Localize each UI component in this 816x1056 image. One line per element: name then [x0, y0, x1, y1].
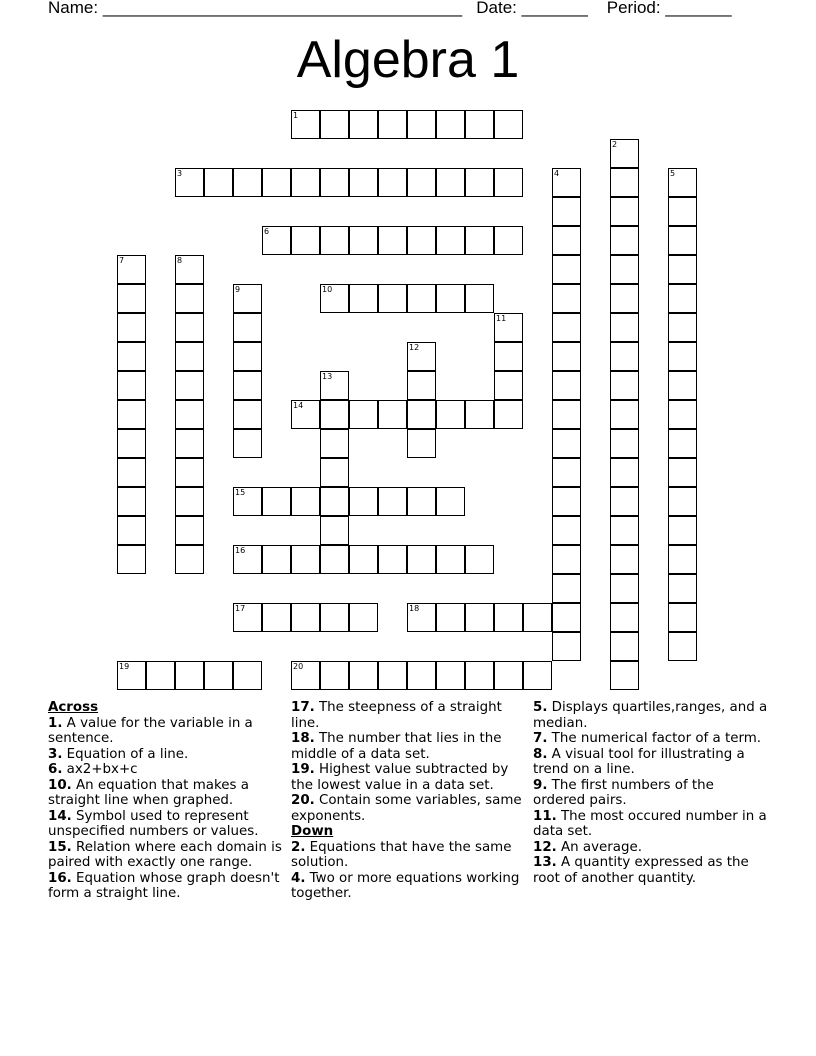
- clue-num: 10.: [48, 777, 72, 793]
- grid-cell[interactable]: [175, 313, 204, 342]
- grid-cell[interactable]: [291, 110, 320, 139]
- clue-number: 20: [293, 662, 304, 671]
- grid-cell[interactable]: [494, 371, 523, 400]
- clue-text: A quantity expressed as the root of another quantity.: [533, 855, 749, 886]
- grid-cell[interactable]: [233, 429, 262, 458]
- clue-num: 16.: [48, 870, 72, 886]
- clue-text: An average.: [561, 839, 642, 855]
- grid-cell[interactable]: [291, 487, 320, 516]
- grid-cell[interactable]: [552, 400, 581, 429]
- grid-cell[interactable]: [291, 545, 320, 574]
- grid-cell[interactable]: [668, 197, 697, 226]
- grid-cell[interactable]: [668, 284, 697, 313]
- across-clue: [291, 700, 526, 731]
- clue-text: A visual tool for illustrating a trend on a line.: [533, 746, 745, 777]
- student-info-header: [48, 0, 732, 18]
- grid-cell[interactable]: [436, 284, 465, 313]
- grid-cell[interactable]: [407, 168, 436, 197]
- down-clue: [533, 778, 768, 809]
- grid-cell[interactable]: [320, 516, 349, 545]
- grid-cell[interactable]: [465, 545, 494, 574]
- clue-number: 2: [612, 140, 618, 149]
- grid-cell[interactable]: [262, 545, 291, 574]
- clue-number: 17: [235, 604, 246, 613]
- grid-cell[interactable]: [552, 516, 581, 545]
- grid-cell[interactable]: [668, 168, 697, 197]
- grid-cell[interactable]: [494, 313, 523, 342]
- grid-cell[interactable]: [668, 516, 697, 545]
- grid-cell[interactable]: [552, 168, 581, 197]
- grid-cell[interactable]: [291, 400, 320, 429]
- grid-cell[interactable]: [610, 197, 639, 226]
- grid-cell[interactable]: [233, 371, 262, 400]
- grid-cell[interactable]: [349, 603, 378, 632]
- period-label: Period:: [606, 0, 661, 17]
- grid-cell[interactable]: [204, 661, 233, 690]
- grid-cell[interactable]: [117, 371, 146, 400]
- grid-cell[interactable]: [668, 226, 697, 255]
- clue-num: 19.: [291, 762, 315, 777]
- grid-cell[interactable]: [233, 313, 262, 342]
- grid-cell[interactable]: [320, 545, 349, 574]
- grid-cell[interactable]: [320, 168, 349, 197]
- grid-cell[interactable]: [117, 516, 146, 545]
- grid-cell[interactable]: [610, 516, 639, 545]
- down-clue: [533, 731, 768, 747]
- grid-cell[interactable]: [117, 661, 146, 690]
- grid-cell[interactable]: [552, 603, 581, 632]
- grid-cell[interactable]: [552, 371, 581, 400]
- clue-text: The most occured number in a data set.: [533, 808, 767, 839]
- grid-cell[interactable]: [668, 371, 697, 400]
- grid-cell[interactable]: [668, 632, 697, 661]
- grid-cell[interactable]: [494, 226, 523, 255]
- clue-num: 7.: [533, 731, 548, 746]
- grid-cell[interactable]: [349, 545, 378, 574]
- grid-cell[interactable]: [233, 400, 262, 429]
- grid-cell[interactable]: [117, 342, 146, 371]
- grid-cell[interactable]: [610, 400, 639, 429]
- clue-num: 20.: [291, 793, 315, 808]
- grid-cell[interactable]: [349, 110, 378, 139]
- grid-cell[interactable]: [552, 342, 581, 371]
- grid-cell[interactable]: [320, 487, 349, 516]
- clue-number: 11: [496, 314, 507, 323]
- grid-cell[interactable]: [610, 574, 639, 603]
- grid-cell[interactable]: [610, 429, 639, 458]
- grid-cell[interactable]: [320, 110, 349, 139]
- grid-cell[interactable]: [407, 603, 436, 632]
- grid-cell[interactable]: [552, 284, 581, 313]
- grid-cell[interactable]: [262, 487, 291, 516]
- grid-cell[interactable]: [494, 110, 523, 139]
- clue-number: 10: [322, 285, 333, 294]
- grid-cell[interactable]: [552, 255, 581, 284]
- grid-cell[interactable]: [610, 255, 639, 284]
- grid-cell[interactable]: [610, 458, 639, 487]
- date-label: Date:: [476, 0, 517, 17]
- grid-cell[interactable]: [320, 429, 349, 458]
- grid-cell[interactable]: [436, 487, 465, 516]
- clue-text: A value for the variable in a sentence.: [48, 715, 253, 746]
- clue-num: 2.: [291, 839, 306, 855]
- grid-cell[interactable]: [117, 284, 146, 313]
- grid-cell[interactable]: [407, 284, 436, 313]
- grid-cell[interactable]: [349, 168, 378, 197]
- grid-cell[interactable]: [465, 284, 494, 313]
- clue-num: 1.: [48, 715, 63, 731]
- grid-cell[interactable]: [175, 284, 204, 313]
- grid-cell[interactable]: [175, 429, 204, 458]
- grid-cell[interactable]: [610, 632, 639, 661]
- grid-cell[interactable]: [117, 545, 146, 574]
- grid-cell[interactable]: [175, 400, 204, 429]
- grid-cell[interactable]: [494, 603, 523, 632]
- period-field[interactable]: _______: [665, 0, 732, 17]
- grid-cell[interactable]: [407, 342, 436, 371]
- grid-cell[interactable]: [668, 545, 697, 574]
- grid-cell[interactable]: [291, 661, 320, 690]
- clue-num: 4.: [291, 870, 306, 886]
- grid-cell[interactable]: [668, 255, 697, 284]
- grid-cell[interactable]: [175, 516, 204, 545]
- grid-cell[interactable]: [378, 661, 407, 690]
- grid-cell[interactable]: [436, 110, 465, 139]
- clue-number: 8: [177, 256, 183, 265]
- grid-cell[interactable]: [291, 168, 320, 197]
- grid-cell[interactable]: [378, 168, 407, 197]
- grid-cell[interactable]: [407, 226, 436, 255]
- clue-num: 13.: [533, 855, 557, 870]
- grid-cell[interactable]: [407, 661, 436, 690]
- clue-number: 4: [554, 169, 560, 178]
- grid-cell[interactable]: [436, 661, 465, 690]
- clue-number: 5: [670, 169, 676, 178]
- grid-cell[interactable]: [610, 603, 639, 632]
- grid-cell[interactable]: [436, 168, 465, 197]
- grid-cell[interactable]: [407, 429, 436, 458]
- grid-cell[interactable]: [465, 603, 494, 632]
- clue-text: Equations that have the same solution.: [291, 839, 512, 870]
- grid-cell[interactable]: [610, 284, 639, 313]
- grid-cell[interactable]: [668, 487, 697, 516]
- grid-cell[interactable]: [175, 661, 204, 690]
- grid-cell[interactable]: [552, 632, 581, 661]
- clue-number: 13: [322, 372, 333, 381]
- grid-cell[interactable]: [320, 661, 349, 690]
- clue-num: 8.: [533, 746, 548, 762]
- grid-cell[interactable]: [349, 400, 378, 429]
- grid-cell[interactable]: [320, 226, 349, 255]
- clue-num: 6.: [48, 762, 63, 777]
- clue-number: 12: [409, 343, 420, 352]
- grid-cell[interactable]: [204, 168, 233, 197]
- grid-cell[interactable]: [610, 139, 639, 168]
- name-label: Name:: [48, 0, 99, 17]
- clue-num: 14.: [48, 808, 72, 824]
- grid-cell[interactable]: [378, 487, 407, 516]
- down-clue: [291, 840, 526, 871]
- grid-cell[interactable]: [349, 226, 378, 255]
- clue-num: 15.: [48, 839, 72, 855]
- clue-number: 6: [264, 227, 270, 236]
- grid-cell[interactable]: [233, 545, 262, 574]
- page-title: Algebra 1: [296, 31, 520, 89]
- grid-cell[interactable]: [668, 429, 697, 458]
- clue-num: 11.: [533, 808, 557, 824]
- grid-cell[interactable]: [233, 284, 262, 313]
- grid-cell[interactable]: [552, 574, 581, 603]
- across-clue: [48, 778, 283, 809]
- grid-cell[interactable]: [262, 168, 291, 197]
- grid-cell[interactable]: [378, 284, 407, 313]
- clue-text: Contain some variables, same exponents.: [291, 793, 522, 824]
- grid-cell[interactable]: [117, 429, 146, 458]
- grid-cell[interactable]: [146, 661, 175, 690]
- grid-cell[interactable]: [117, 487, 146, 516]
- clue-text: Symbol used to represent unspecified numbers or values.: [48, 808, 259, 839]
- grid-cell[interactable]: [552, 487, 581, 516]
- clue-num: 3.: [48, 746, 63, 762]
- grid-cell[interactable]: [610, 661, 639, 690]
- clue-text: ax2+bx+c: [66, 762, 138, 777]
- clue-number: 7: [119, 256, 125, 265]
- clue-num: 17.: [291, 700, 315, 715]
- grid-cell[interactable]: [494, 342, 523, 371]
- clues-column-2: [291, 700, 526, 902]
- clue-text: Highest value subtracted by the lowest value in a data set.: [291, 762, 509, 793]
- grid-cell[interactable]: [175, 255, 204, 284]
- grid-cell[interactable]: [610, 545, 639, 574]
- grid-cell[interactable]: [668, 458, 697, 487]
- clue-number: 18: [409, 604, 420, 613]
- grid-cell[interactable]: [349, 487, 378, 516]
- grid-cell[interactable]: [233, 342, 262, 371]
- grid-cell[interactable]: [552, 429, 581, 458]
- grid-cell[interactable]: [552, 458, 581, 487]
- clue-number: 9: [235, 285, 241, 294]
- down-clue: [533, 809, 768, 840]
- grid-cell[interactable]: [233, 661, 262, 690]
- clue-num: 12.: [533, 839, 557, 855]
- clue-text: The numerical factor of a term.: [551, 731, 762, 746]
- clue-num: 18.: [291, 731, 315, 746]
- grid-cell[interactable]: [494, 400, 523, 429]
- grid-cell[interactable]: [378, 400, 407, 429]
- grid-cell[interactable]: [320, 284, 349, 313]
- clue-number: 3: [177, 169, 183, 178]
- clue-text: Relation where each domain is paired with exactly one range.: [48, 839, 282, 870]
- clue-text: Equation of a line.: [66, 746, 189, 762]
- clue-text: An equation that makes a straight line when graphed.: [48, 777, 249, 808]
- grid-cell[interactable]: [407, 371, 436, 400]
- down-heading: Down: [291, 824, 334, 839]
- down-clue: [533, 700, 768, 731]
- grid-cell[interactable]: [668, 400, 697, 429]
- grid-cell[interactable]: [378, 545, 407, 574]
- grid-cell[interactable]: [610, 168, 639, 197]
- grid-cell[interactable]: [407, 487, 436, 516]
- grid-cell[interactable]: [175, 545, 204, 574]
- across-clue: [48, 716, 283, 747]
- grid-cell[interactable]: [668, 574, 697, 603]
- grid-cell[interactable]: [552, 197, 581, 226]
- grid-cell[interactable]: [262, 226, 291, 255]
- grid-cell[interactable]: [436, 400, 465, 429]
- grid-cell[interactable]: [610, 226, 639, 255]
- across-clue: [48, 840, 283, 871]
- across-clue: [48, 871, 283, 902]
- grid-cell[interactable]: [349, 661, 378, 690]
- down-clue: [533, 840, 768, 856]
- grid-cell[interactable]: [436, 603, 465, 632]
- down-clue: [291, 871, 526, 902]
- down-clue: [533, 747, 768, 778]
- clue-text: The steepness of a straight line.: [291, 700, 502, 731]
- grid-cell[interactable]: [378, 110, 407, 139]
- across-clue: [48, 762, 283, 778]
- grid-cell[interactable]: [523, 603, 552, 632]
- clue-text: Two or more equations working together.: [291, 870, 520, 901]
- grid-cell[interactable]: [523, 661, 552, 690]
- clue-number: 19: [119, 662, 130, 671]
- clue-number: 1: [293, 111, 299, 120]
- clues-column-1: [48, 700, 283, 902]
- grid-cell[interactable]: [291, 226, 320, 255]
- date-field[interactable]: _______: [521, 0, 588, 17]
- grid-cell[interactable]: [407, 110, 436, 139]
- clue-num: 5.: [533, 700, 548, 715]
- grid-cell[interactable]: [668, 603, 697, 632]
- grid-cell[interactable]: [262, 603, 291, 632]
- grid-cell[interactable]: [117, 400, 146, 429]
- grid-cell[interactable]: [320, 603, 349, 632]
- grid-cell[interactable]: [436, 226, 465, 255]
- across-clue: [48, 747, 283, 763]
- grid-cell[interactable]: [465, 110, 494, 139]
- grid-cell[interactable]: [465, 400, 494, 429]
- clue-number: 14: [293, 401, 304, 410]
- grid-cell[interactable]: [552, 226, 581, 255]
- clues-column-3: [533, 700, 768, 886]
- grid-cell[interactable]: [407, 545, 436, 574]
- clue-number: 16: [235, 546, 246, 555]
- grid-cell[interactable]: [117, 255, 146, 284]
- grid-cell[interactable]: [610, 313, 639, 342]
- clue-number: 15: [235, 488, 246, 497]
- grid-cell[interactable]: [320, 458, 349, 487]
- grid-cell[interactable]: [233, 487, 262, 516]
- grid-cell[interactable]: [668, 313, 697, 342]
- grid-cell[interactable]: [175, 371, 204, 400]
- grid-cell[interactable]: [465, 661, 494, 690]
- grid-cell[interactable]: [610, 487, 639, 516]
- grid-cell[interactable]: [175, 487, 204, 516]
- grid-cell[interactable]: [291, 603, 320, 632]
- grid-cell[interactable]: [494, 168, 523, 197]
- grid-cell[interactable]: [668, 342, 697, 371]
- grid-cell[interactable]: [117, 313, 146, 342]
- clue-text: Displays quartiles,ranges, and a median.: [533, 700, 768, 731]
- grid-cell[interactable]: [436, 545, 465, 574]
- clue-text: The first numbers of the ordered pairs.: [533, 777, 714, 808]
- clue-num: 9.: [533, 777, 548, 793]
- clue-text: Equation whose graph doesn't form a straight line.: [48, 870, 280, 901]
- grid-cell[interactable]: [552, 545, 581, 574]
- across-clue: [291, 793, 526, 824]
- clue-text: The number that lies in the middle of a data set.: [291, 731, 502, 762]
- grid-cell[interactable]: [465, 168, 494, 197]
- grid-cell[interactable]: [494, 661, 523, 690]
- across-clue: [291, 762, 526, 793]
- across-clue: [48, 809, 283, 840]
- across-clue: [291, 731, 526, 762]
- grid-cell[interactable]: [552, 313, 581, 342]
- grid-cell[interactable]: [320, 371, 349, 400]
- grid-cell[interactable]: [233, 168, 262, 197]
- across-heading: Across: [48, 700, 99, 715]
- grid-cell[interactable]: [175, 458, 204, 487]
- name-field[interactable]: ______________________________________: [102, 0, 463, 17]
- grid-cell[interactable]: [117, 458, 146, 487]
- grid-cell[interactable]: [175, 168, 204, 197]
- grid-cell[interactable]: [610, 342, 639, 371]
- grid-cell[interactable]: [320, 400, 349, 429]
- grid-cell[interactable]: [465, 226, 494, 255]
- grid-cell[interactable]: [175, 342, 204, 371]
- grid-cell[interactable]: [233, 603, 262, 632]
- grid-cell[interactable]: [407, 400, 436, 429]
- grid-cell[interactable]: [610, 371, 639, 400]
- grid-cell[interactable]: [378, 226, 407, 255]
- down-clue: [533, 855, 768, 886]
- grid-cell[interactable]: [349, 284, 378, 313]
